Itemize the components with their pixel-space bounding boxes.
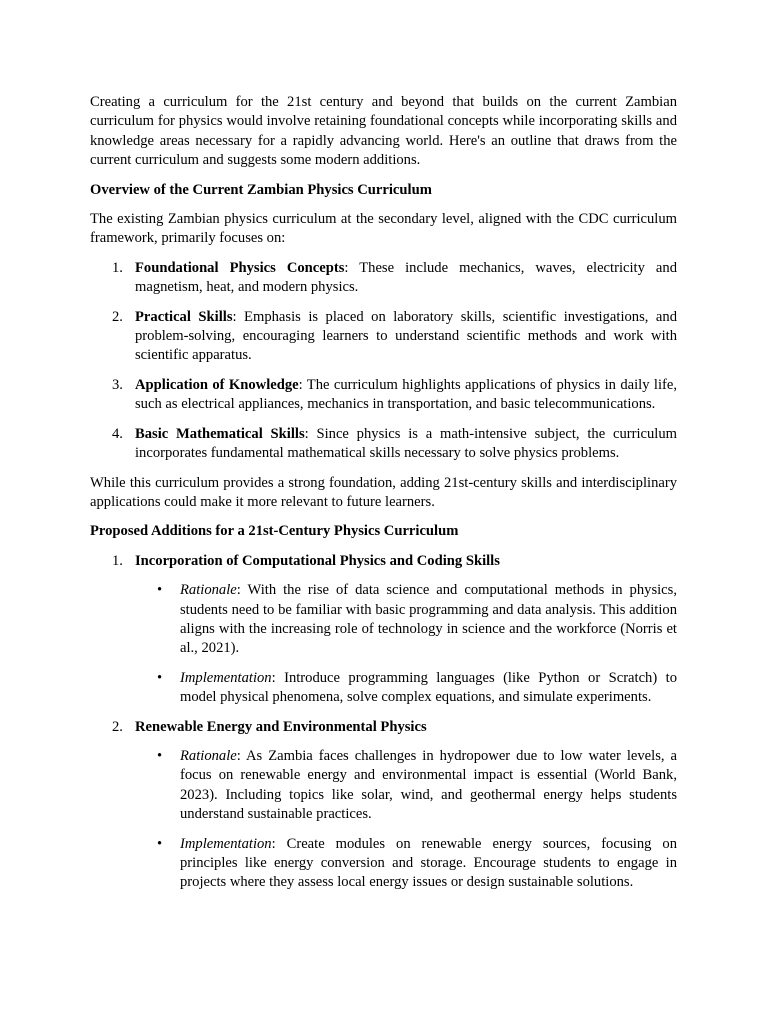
- list-item-term: Application of Knowledge: [135, 376, 299, 393]
- list-number: 1.: [112, 259, 123, 276]
- bullet-label: Rationale: [180, 582, 237, 599]
- list-item: [90, 552, 677, 708]
- bullet-list: [135, 747, 677, 893]
- list-item-term: Practical Skills: [135, 308, 233, 325]
- list-item-term: Basic Mathematical Skills: [135, 425, 305, 442]
- list-item: [90, 425, 677, 464]
- bullet-text: : Introduce programming languages (like Python or Scratch) to model physical phenomena, solve complex equations, and simulate experiments.: [180, 669, 677, 706]
- proposed-additions-list: [90, 552, 677, 893]
- bullet-item: [135, 581, 677, 659]
- current-curriculum-list: [90, 259, 677, 464]
- bullet-item: [135, 747, 677, 825]
- bullet-text: : Create modules on renewable energy sources, focusing on principles like energy conversion and storage. Encourage students to engage in projects where they assess local energy issues or design sustainable solutions.: [180, 835, 677, 891]
- list-item-text: : Emphasis is placed on laboratory skills, scientific investigations, and problem-solving, encouraging learners to understand scientific methods and work with scientific apparatus.: [135, 308, 677, 364]
- list-item: [90, 308, 677, 366]
- bullet-item: [135, 669, 677, 708]
- list-item: [90, 718, 677, 893]
- bullet-label: Implementation: [180, 835, 272, 852]
- bullet-icon: •: [157, 747, 163, 764]
- bullet-icon: •: [157, 835, 163, 852]
- bullet-item: [135, 835, 677, 893]
- bullet-label: Implementation: [180, 669, 272, 686]
- list-number: 3.: [112, 376, 123, 393]
- list-item-text: : The curriculum highlights applications of physics in daily life, such as electrical appliances, mechanics in transportation, and basic telecommunications.: [135, 376, 677, 413]
- bullet-text: : With the rise of data science and computational methods in physics, students need to be familiar with basic programming and data analysis. This addition aligns with the increasing role of technology in science and the workforce (Norris et al., 2021).: [180, 582, 677, 657]
- document-page: [90, 93, 677, 903]
- list-number: 1.: [112, 552, 123, 569]
- section-closing-paragraph: While this curriculum provides a strong foundation, adding 21st-century skills and interdisciplinary applications could make it more relevant to future learners.: [90, 474, 677, 510]
- list-number: 2.: [112, 308, 123, 325]
- bullet-list: [135, 581, 677, 707]
- bullet-icon: •: [157, 669, 163, 686]
- section-lead-paragraph: The existing Zambian physics curriculum at the secondary level, aligned with the CDC curriculum framework, primarily focuses on:: [90, 211, 677, 247]
- bullet-text: : As Zambia faces challenges in hydropower due to low water levels, a focus on renewable energy and environmental impact is essential (World Bank, 2023). Including topics like solar, wind, and geothermal energy helps students understand sustainable practices.: [180, 747, 677, 823]
- list-item-term: Foundational Physics Concepts: [135, 259, 345, 276]
- intro-paragraph: Creating a curriculum for the 21st century and beyond that builds on the current Zambian curriculum for physics would involve retaining foundational concepts while incorporating skills and knowledge areas necessary for a rapidly advancing world. Here's an outline that draws from the current curriculum and suggests some modern additions.: [90, 94, 677, 169]
- list-item-title: Renewable Energy and Environmental Physics: [135, 718, 427, 735]
- section-heading-proposed-additions: Proposed Additions for a 21st-Century Physics Curriculum: [90, 523, 459, 540]
- list-item-title: Incorporation of Computational Physics and Coding Skills: [135, 552, 500, 569]
- bullet-icon: •: [157, 582, 163, 599]
- section-heading-current-curriculum: Overview of the Current Zambian Physics Curriculum: [90, 181, 432, 198]
- list-number: 4.: [112, 425, 123, 442]
- list-item-text: : These include mechanics, waves, electricity and magnetism, heat, and modern physics.: [135, 259, 677, 296]
- list-number: 2.: [112, 718, 123, 735]
- list-item: [90, 259, 677, 298]
- list-item: [90, 376, 677, 415]
- bullet-label: Rationale: [180, 747, 237, 764]
- list-item-text: : Since physics is a math-intensive subject, the curriculum incorporates fundamental mathematical skills necessary to solve physics problems.: [135, 425, 677, 462]
